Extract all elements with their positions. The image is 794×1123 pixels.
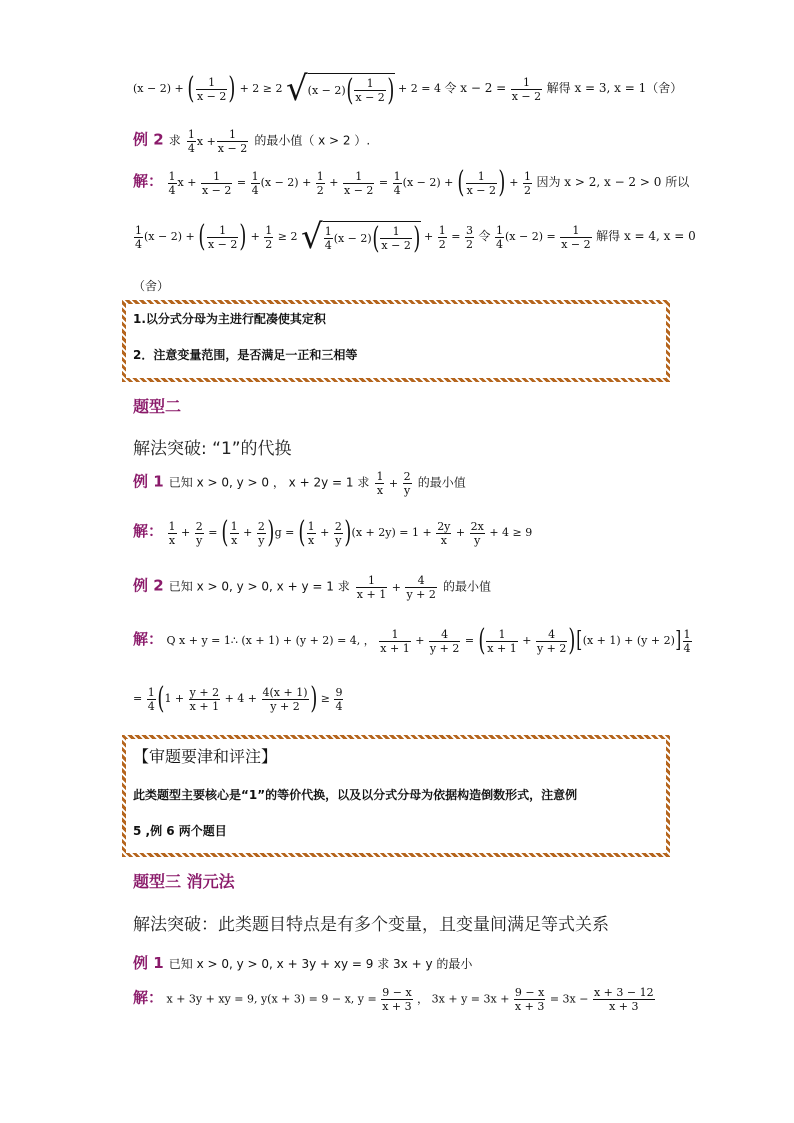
example-2: 例 2 求 $\frac{1}{4}$ x + $\frac{1}{x - 2}$ 的最小值（ x > 2 ）. bbox=[133, 128, 371, 155]
solution-2-line-3: （舍） bbox=[133, 279, 170, 293]
solution-2-line-1: 解： $\frac{1}{4}$ x + $\frac{1}{x - 2}$ = $\frac{1}{4}$ (x − 2) + $\frac{1}{2}$ + $\frac{1}{x - 2}$ = $\frac{1}{4}$ (x − 2) + ( $\frac{1}{x - 2}$ ) + $\frac{1}{2}$ 因为 x > 2, x − 2 > 0 所以 bbox=[133, 165, 690, 200]
section-title-type-2: 题型二 bbox=[133, 397, 182, 416]
type-2-solution-2: 解： Q x + y = 1∴ (x + 1) + (y + 2) = 4, ， $\frac{1}{x + 1}$ + $\frac{4}{y + 2}$ = ( $\frac{1}{x + 1}$ + $\frac{4}{y + 2}$ )[(x + 1) + (y + 2)] $\frac{1}{4}$ bbox=[133, 623, 691, 658]
equation-line-1: (x − 2) + ( $\frac{1}{x - 2}$ ) + 2 ≥ 2 √(x − 2)( $\frac{1}{x - 2}$ ) + 2 = 4 令 x − 2 = $\frac{1}{x - 2}$ 解得 x = 3, x = 1（舍） bbox=[133, 69, 683, 109]
note-box-2-line-1: 此类题型主要核心是“1”的等价代换，以及以分式分母为依据构造倒数形式，注意例 bbox=[133, 788, 578, 802]
note-box-1-line-2: 2．注意变量范围，是否满足一正和三相等 bbox=[133, 348, 358, 362]
section-title-type-3: 题型三 消元法 bbox=[133, 872, 235, 891]
type-3-solution-1: 解： x + 3y + xy = 9, y(x + 3) = 9 − x, y = $\frac{9 - x}{x + 3}$ ， 3x + y = 3x + $\frac{9 - x}{x + 3}$ = 3x − $\frac{x + 3 - 12}{x + 3}$ bbox=[133, 986, 654, 1013]
solution-2-line-2: $\frac{1}{4}$ (x − 2) + ( $\frac{1}{x - 2}$ ) + $\frac{1}{2}$ ≥ 2 √ $\frac{1}{4}$ (x − 2)( $\frac{1}{x - 2}$ ) + $\frac{1}{2}$ = $\frac{3}{2}$ 令 $\frac{1}{4}$ (x − 2) = $\frac{1}{x - 2}$ 解得 x = 4, x = 0 bbox=[135, 217, 696, 257]
type-2-example-1: 例 1 已知 x > 0, y > 0 ， x + 2y = 1 求 $\frac{1}{x}$ + $\frac{2}{y}$ 的最小值 bbox=[133, 470, 466, 497]
type-2-solution-2-line-2: = $\frac{1}{4}$ (1 + $\frac{y + 2}{x + 1}$ + 4 + $\frac{4(x + 1)}{y + 2}$ ) ≥ $\frac{9}{4}$ bbox=[133, 681, 343, 716]
note-box-1-line-1: 1.以分式分母为主进行配凑使其定积 bbox=[133, 312, 326, 326]
method-type-2: 解法突破: “1”的代换 bbox=[133, 439, 292, 459]
method-type-3: 解法突破：此类题目特点是有多个变量，且变量间满足等式关系 bbox=[133, 915, 609, 935]
type-3-example-1: 例 1 已知 x > 0, y > 0, x + 3y + xy = 9 求 3x + y 的最小 bbox=[133, 954, 473, 972]
note-box-2-line-2: 5 ,例 6 两个题目 bbox=[133, 824, 227, 838]
type-2-example-2: 例 2 已知 x > 0, y > 0, x + y = 1 求 $\frac{1}{x + 1}$ + $\frac{4}{y + 2}$ 的最小值 bbox=[133, 574, 491, 601]
type-2-solution-1: 解： $\frac{1}{x}$ + $\frac{2}{y}$ = ( $\frac{1}{x}$ + $\frac{2}{y}$ )g = ( $\frac{1}{x}$ + $\frac{2}{y}$ )(x + 2y) = 1 + $\frac{2y}{x}$ + $\frac{2x}{y}$ + 4 ≥ 9 bbox=[133, 515, 533, 550]
note-box-2-title: 【审题要津和评注】 bbox=[133, 747, 278, 766]
